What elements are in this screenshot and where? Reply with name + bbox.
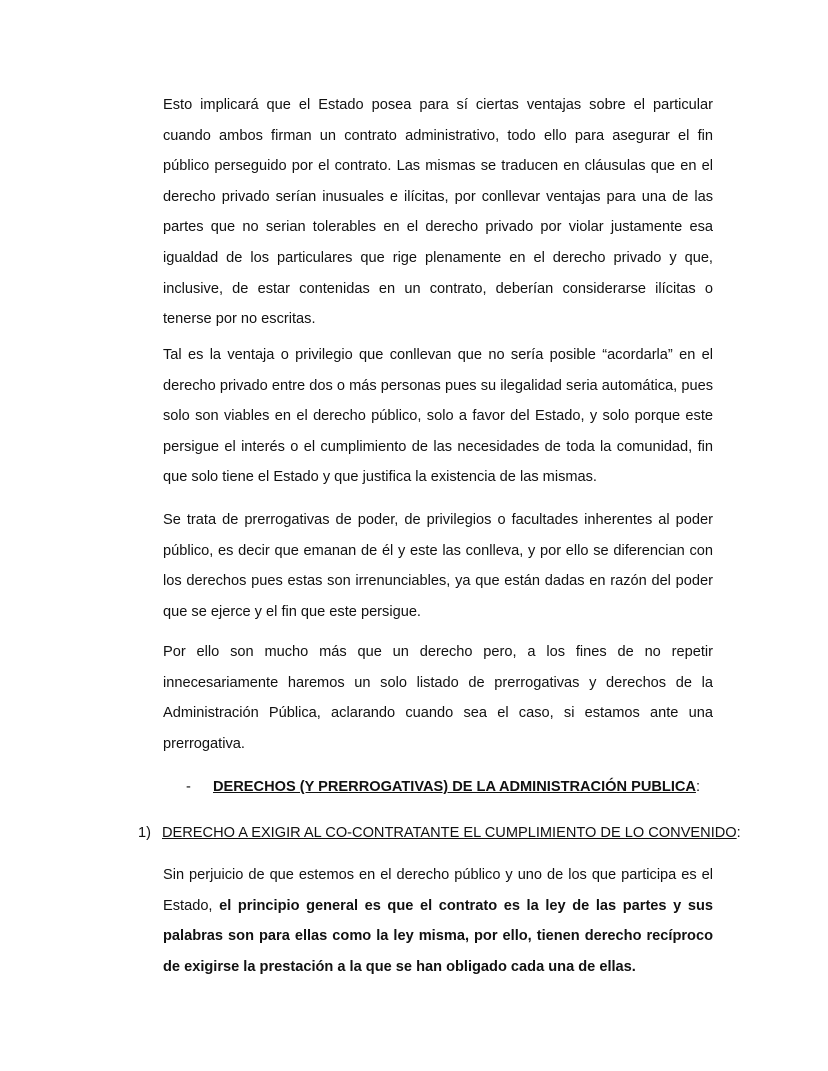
paragraph-principio-bold: el principio general es que el contrato es la ley de las partes y sus palabras son para ellas como la ley misma, por ello, tienen derecho recíproco de exigirse la prestación a la que se han obligado cada una de ellas.	[163, 897, 713, 975]
paragraph-prerrogativas-poder: Se trata de prerrogativas de poder, de privilegios o facultades inherentes al poder público, es decir que emanan de él y este las conlleva, y por ello se diferencian con los derechos pues estas son irrenunciables, ya que están dadas en razón del poder que se ejerce y el fin que este persigue.	[163, 512, 713, 620]
paragraph-principio-intro: Sin perjuicio de que estemos en el derecho público y uno de los que participa es el Estado,	[163, 867, 713, 914]
paragraph-principio-general	[163, 860, 713, 982]
paragraph-listado: Por ello son mucho más que un derecho pero, a los fines de no repetir innecesariamente haremos un solo listado de prerrogativas y derechos de la Administración Pública, aclarando cuando sea el caso, si estamos ante una prerrogativa.	[163, 644, 713, 752]
item-heading-number: 1)	[138, 825, 151, 841]
item-heading-text: DERECHO A EXIGIR AL CO-CONTRATANTE EL CUMPLIMIENTO DE LO CONVENIDO	[162, 825, 737, 841]
section-heading-suffix: :	[695, 779, 701, 795]
item-heading-suffix: :	[736, 825, 741, 841]
paragraph-privilegio: Tal es la ventaja o privilegio que conllevan que no sería posible “acordarla” en el derecho privado entre dos o más personas pues su ilegalidad seria automática, pues solo son viables en el derecho público, solo a favor del Estado, y solo porque este persigue el interés o el cumplimiento de las necesidades de toda la comunidad, fin que solo tiene el Estado y que justifica la existencia de las mismas.	[163, 347, 713, 486]
item-heading	[138, 821, 741, 845]
section-heading-text: DERECHOS (Y PRERROGATIVAS) DE LA ADMINISTRACIÓN PUBLICA	[213, 779, 696, 795]
section-heading-dash: -	[186, 779, 191, 795]
section-heading	[186, 775, 700, 799]
paragraph-ventajas-estado: Esto implicará que el Estado posea para sí ciertas ventajas sobre el particular cuando ambos firman un contrato administrativo, todo ello para asegurar el fin público perseguido por el contrato. Las mismas se traducen en cláusulas que en el derecho privado serían inusuales e ilícitas, por conllevar ventajas para una de las partes que no serian tolerables en el derecho privado por violar justamente esa igualdad de los particulares que rige plenamente en el derecho privado y que, inclusive, de estar contenidas en un contrato, deberían considerarse ilícitas o tenerse por no escritas.	[163, 97, 713, 328]
